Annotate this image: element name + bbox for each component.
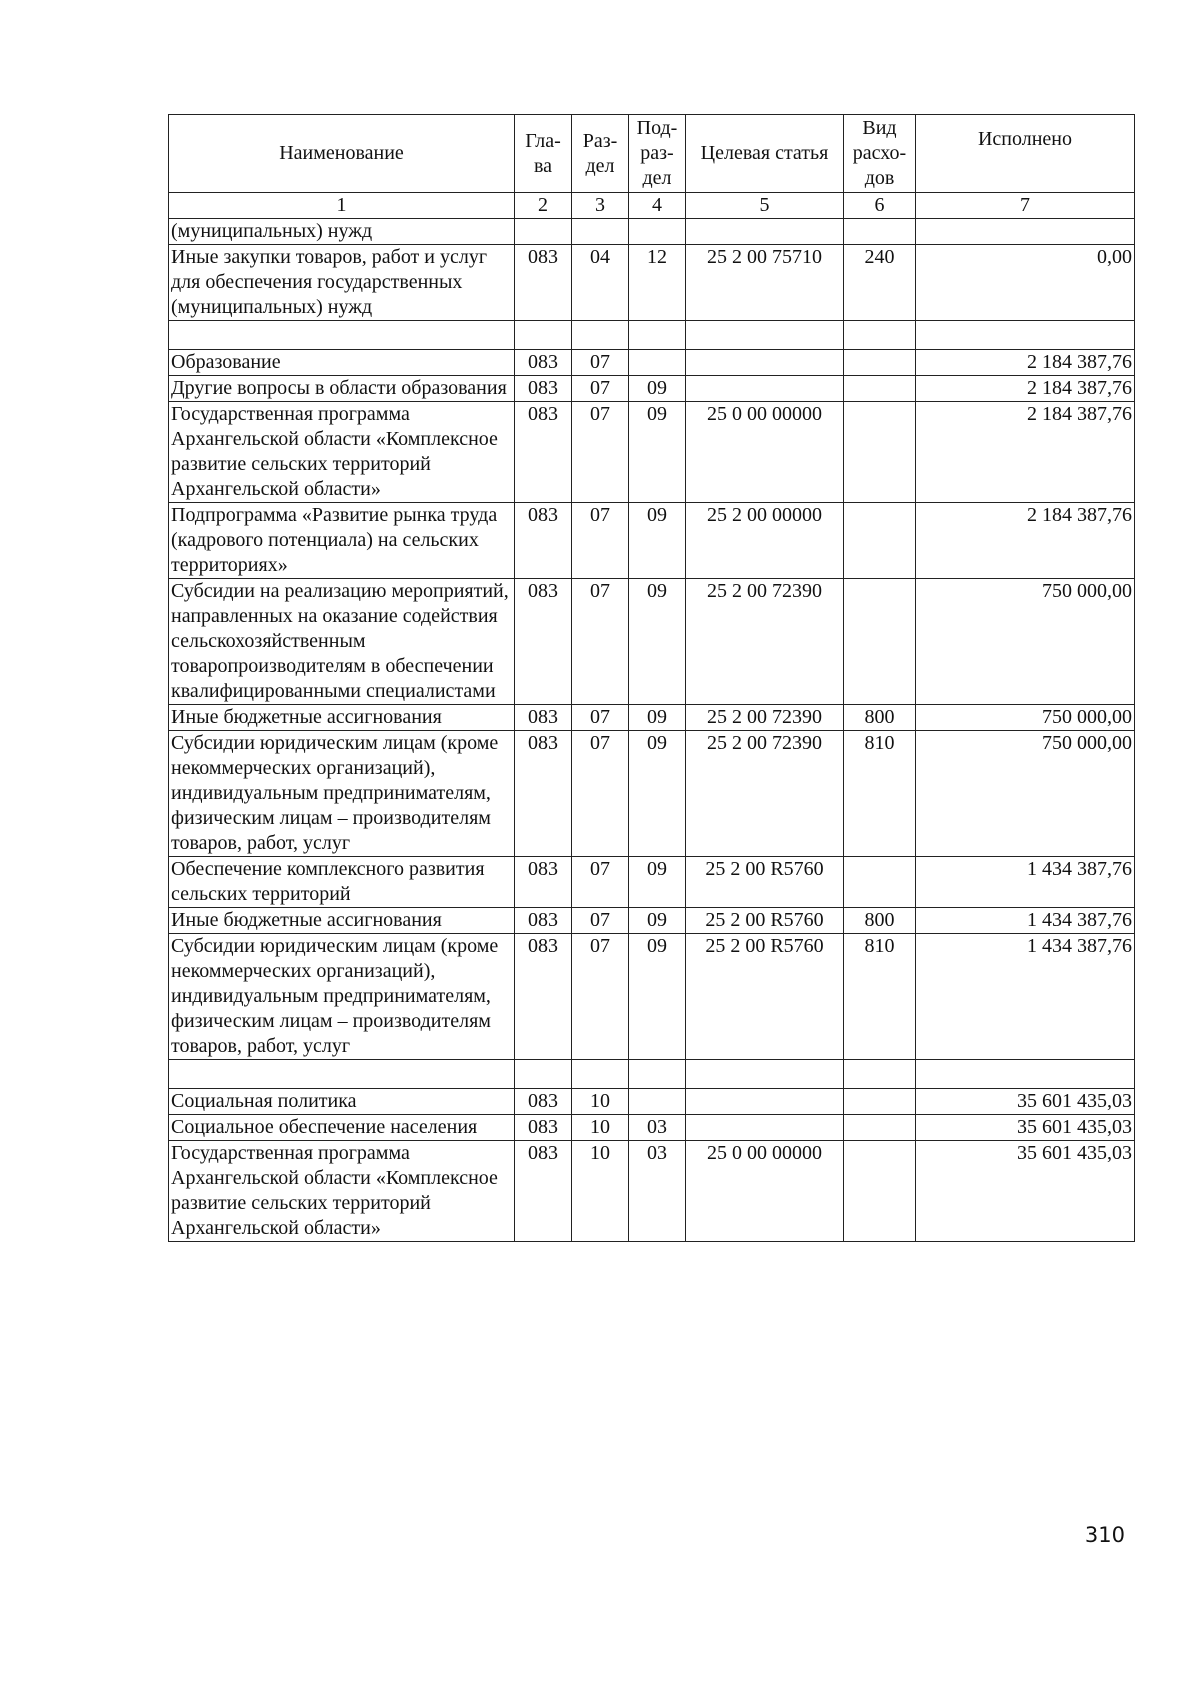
row-executed-amount: 35 601 435,03	[916, 1115, 1135, 1141]
table-row	[169, 350, 1135, 376]
row-target-article: 25 2 00 R5760	[686, 934, 844, 1060]
row-name: Образование	[169, 350, 515, 376]
row-target-article: 25 2 00 00000	[686, 503, 844, 579]
header-executed: Исполнено	[916, 115, 1135, 193]
row-target-article	[686, 350, 844, 376]
row-expense-type	[844, 1060, 916, 1089]
row-name: Иные бюджетные ассигнования	[169, 908, 515, 934]
row-podrazdel	[629, 219, 686, 245]
header-row	[169, 115, 1135, 193]
row-name	[169, 321, 515, 350]
row-target-article: 25 2 00 R5760	[686, 857, 844, 908]
row-razdel: 07	[572, 705, 629, 731]
row-name: Социальная политика	[169, 1089, 515, 1115]
table-row	[169, 1089, 1135, 1115]
row-glava	[515, 219, 572, 245]
row-podrazdel: 09	[629, 376, 686, 402]
row-executed-amount: 2 184 387,76	[916, 376, 1135, 402]
row-glava: 083	[515, 376, 572, 402]
row-expense-type	[844, 321, 916, 350]
column-number: 7	[916, 193, 1135, 219]
budget-table	[168, 114, 1135, 1242]
row-name: Другие вопросы в области образования	[169, 376, 515, 402]
row-razdel: 07	[572, 503, 629, 579]
row-razdel: 07	[572, 934, 629, 1060]
row-target-article: 25 0 00 00000	[686, 1141, 844, 1242]
row-name: Подпрограмма «Развитие рынка труда (кадрового потенциала) на сельских территориях»	[169, 503, 515, 579]
row-glava: 083	[515, 1115, 572, 1141]
row-executed-amount	[916, 1060, 1135, 1089]
row-target-article	[686, 376, 844, 402]
row-name: Социальное обеспечение населения	[169, 1115, 515, 1141]
header-name: Наименование	[169, 115, 515, 193]
row-podrazdel: 03	[629, 1115, 686, 1141]
row-razdel: 07	[572, 857, 629, 908]
row-target-article: 25 2 00 R5760	[686, 908, 844, 934]
table-row	[169, 1115, 1135, 1141]
row-target-article	[686, 1060, 844, 1089]
row-target-article	[686, 1089, 844, 1115]
column-number: 6	[844, 193, 916, 219]
table-row	[169, 1060, 1135, 1089]
column-number: 1	[169, 193, 515, 219]
header-glava: Гла- ва	[515, 115, 572, 193]
table-row	[169, 731, 1135, 857]
row-expense-type	[844, 350, 916, 376]
table-row	[169, 376, 1135, 402]
table-row	[169, 579, 1135, 705]
row-razdel	[572, 321, 629, 350]
row-expense-type	[844, 579, 916, 705]
row-glava: 083	[515, 934, 572, 1060]
row-glava: 083	[515, 908, 572, 934]
row-expense-type: 800	[844, 705, 916, 731]
row-glava: 083	[515, 350, 572, 376]
row-glava: 083	[515, 402, 572, 503]
row-name: Субсидии юридическим лицам (кроме некоммерческих организаций), индивидуальным предпринимателям, физическим лицам – производителям товаров, работ, услуг	[169, 731, 515, 857]
table-row	[169, 402, 1135, 503]
column-number: 2	[515, 193, 572, 219]
row-podrazdel	[629, 1089, 686, 1115]
row-expense-type: 240	[844, 245, 916, 321]
row-executed-amount: 2 184 387,76	[916, 402, 1135, 503]
row-name	[169, 1060, 515, 1089]
row-razdel	[572, 219, 629, 245]
row-name: Субсидии юридическим лицам (кроме некоммерческих организаций), индивидуальным предпринимателям, физическим лицам – производителям товаров, работ, услуг	[169, 934, 515, 1060]
row-target-article	[686, 219, 844, 245]
row-razdel: 04	[572, 245, 629, 321]
row-name: Иные закупки товаров, работ и услуг для обеспечения государственных (муниципальных) нужд	[169, 245, 515, 321]
row-target-article: 25 0 00 00000	[686, 402, 844, 503]
row-glava: 083	[515, 857, 572, 908]
column-number-row	[169, 193, 1135, 219]
row-razdel: 07	[572, 731, 629, 857]
row-expense-type: 800	[844, 908, 916, 934]
row-razdel: 07	[572, 908, 629, 934]
row-expense-type	[844, 1089, 916, 1115]
row-podrazdel: 12	[629, 245, 686, 321]
row-podrazdel: 09	[629, 934, 686, 1060]
table-row	[169, 1141, 1135, 1242]
row-podrazdel: 09	[629, 731, 686, 857]
row-expense-type: 810	[844, 731, 916, 857]
row-podrazdel	[629, 1060, 686, 1089]
row-target-article: 25 2 00 75710	[686, 245, 844, 321]
row-glava: 083	[515, 1089, 572, 1115]
row-podrazdel: 09	[629, 402, 686, 503]
row-target-article	[686, 1115, 844, 1141]
row-expense-type	[844, 1141, 916, 1242]
row-executed-amount: 0,00	[916, 245, 1135, 321]
row-podrazdel	[629, 321, 686, 350]
row-target-article: 25 2 00 72390	[686, 579, 844, 705]
row-target-article: 25 2 00 72390	[686, 705, 844, 731]
row-name: Субсидии на реализацию мероприятий, направленных на оказание содействия сельскохозяйственным товаропроизводителям в обеспечении квалифицированными специалистами	[169, 579, 515, 705]
table-row	[169, 503, 1135, 579]
row-podrazdel: 09	[629, 908, 686, 934]
row-target-article	[686, 321, 844, 350]
row-glava: 083	[515, 1141, 572, 1242]
table-row	[169, 908, 1135, 934]
row-executed-amount: 2 184 387,76	[916, 503, 1135, 579]
table-row	[169, 219, 1135, 245]
row-executed-amount: 1 434 387,76	[916, 934, 1135, 1060]
row-podrazdel: 09	[629, 579, 686, 705]
row-name: Обеспечение комплексного развития сельских территорий	[169, 857, 515, 908]
row-glava: 083	[515, 705, 572, 731]
row-glava	[515, 321, 572, 350]
row-glava: 083	[515, 579, 572, 705]
row-razdel: 07	[572, 350, 629, 376]
table-row	[169, 934, 1135, 1060]
row-name: Государственная программа Архангельской области «Комплексное развитие сельских территорий Архангельской области»	[169, 402, 515, 503]
row-expense-type	[844, 1115, 916, 1141]
row-executed-amount: 2 184 387,76	[916, 350, 1135, 376]
row-executed-amount: 1 434 387,76	[916, 857, 1135, 908]
row-executed-amount: 35 601 435,03	[916, 1141, 1135, 1242]
row-razdel: 10	[572, 1089, 629, 1115]
row-razdel: 07	[572, 376, 629, 402]
column-number: 5	[686, 193, 844, 219]
row-expense-type	[844, 376, 916, 402]
row-podrazdel	[629, 350, 686, 376]
row-podrazdel: 09	[629, 503, 686, 579]
row-expense-type	[844, 219, 916, 245]
table-body	[169, 219, 1135, 1242]
row-podrazdel: 09	[629, 857, 686, 908]
row-podrazdel: 09	[629, 705, 686, 731]
row-executed-amount: 1 434 387,76	[916, 908, 1135, 934]
row-razdel: 07	[572, 579, 629, 705]
table-row	[169, 245, 1135, 321]
row-executed-amount: 750 000,00	[916, 579, 1135, 705]
row-podrazdel: 03	[629, 1141, 686, 1242]
table-row	[169, 705, 1135, 731]
header-podrazdel: Под- раз- дел	[629, 115, 686, 193]
row-glava	[515, 1060, 572, 1089]
header-expense-type: Вид расхо- дов	[844, 115, 916, 193]
row-glava: 083	[515, 503, 572, 579]
row-executed-amount: 35 601 435,03	[916, 1089, 1135, 1115]
row-razdel	[572, 1060, 629, 1089]
row-expense-type	[844, 503, 916, 579]
row-expense-type: 810	[844, 934, 916, 1060]
column-number: 3	[572, 193, 629, 219]
row-name: Иные бюджетные ассигнования	[169, 705, 515, 731]
row-executed-amount	[916, 219, 1135, 245]
row-executed-amount	[916, 321, 1135, 350]
table-row	[169, 321, 1135, 350]
row-glava: 083	[515, 731, 572, 857]
row-name: Государственная программа Архангельской области «Комплексное развитие сельских территорий Архангельской области»	[169, 1141, 515, 1242]
row-expense-type	[844, 857, 916, 908]
row-executed-amount: 750 000,00	[916, 705, 1135, 731]
page-number: 310	[1084, 1523, 1125, 1547]
row-glava: 083	[515, 245, 572, 321]
row-razdel: 10	[572, 1141, 629, 1242]
header-target-article: Целевая статья	[686, 115, 844, 193]
row-target-article: 25 2 00 72390	[686, 731, 844, 857]
table-row	[169, 857, 1135, 908]
row-razdel: 10	[572, 1115, 629, 1141]
row-executed-amount: 750 000,00	[916, 731, 1135, 857]
row-razdel: 07	[572, 402, 629, 503]
row-name: (муниципальных) нужд	[169, 219, 515, 245]
column-number: 4	[629, 193, 686, 219]
header-razdel: Раз- дел	[572, 115, 629, 193]
row-expense-type	[844, 402, 916, 503]
